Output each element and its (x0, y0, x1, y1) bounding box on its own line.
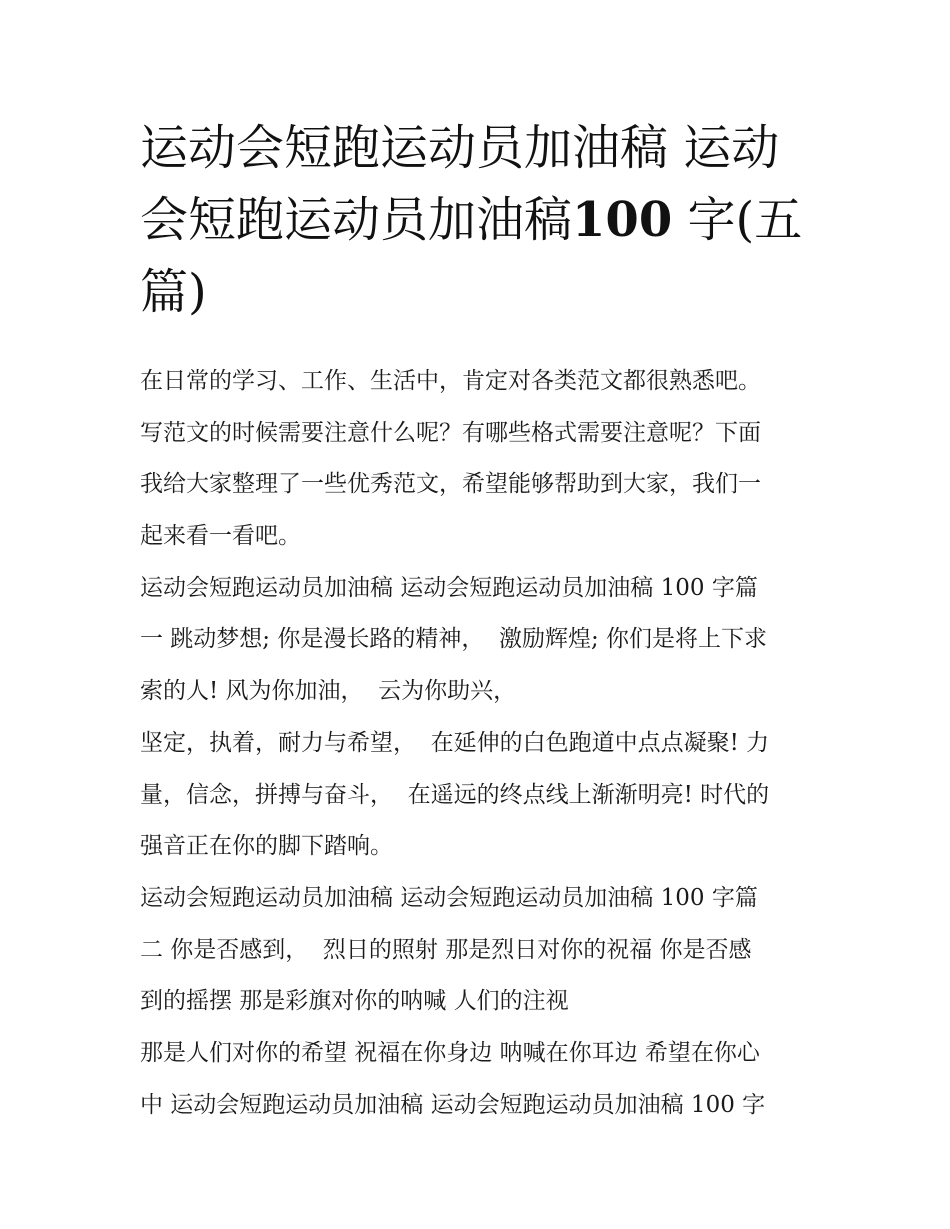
title-line-1: 运动会短跑运动员加油稿 运动 (140, 120, 780, 176)
body-line: 在日常的学习、工作、生活中，肯定对各类范文都很熟悉吧。 (140, 368, 761, 394)
body-line: 起来看一看吧。 (140, 523, 301, 550)
body-line: 我给大家整理了一些优秀范文，希望能够帮助到大家，我们一 (140, 471, 761, 498)
body-line: 运动会短跑运动员加油稿 运动会短跑运动员加油稿 100 字篇 (140, 884, 758, 911)
title-line-3: 篇) (140, 264, 207, 320)
body-line: 索的人! 风为你加油， 云为你助兴， (140, 678, 517, 705)
body-line: 到的摇摆 那是彩旗对你的呐喊 人们的注视 (140, 988, 569, 1015)
body-line: 坚定，执着，耐力与希望， 在延伸的白色跑道中点点凝聚! 力 (140, 729, 770, 756)
body-line: 量，信念，拼搏与奋斗， 在遥远的终点线上渐渐明亮! 时代的 (140, 781, 770, 808)
document-title (140, 112, 820, 328)
body-line: 写范文的时候需要注意什么呢？有哪些格式需要注意呢？下面 (140, 419, 761, 446)
document-body (140, 356, 820, 1131)
body-line: 一 跳动梦想; 你是漫长路的精神， 激励辉煌; 你们是将上下求 (140, 626, 768, 653)
title-line-2-text: 会短跑运动员加油稿 (140, 192, 573, 248)
body-line: 运动会短跑运动员加油稿 运动会短跑运动员加油稿 100 字篇 (140, 574, 758, 601)
title-line-2-suffix: 字(五 (672, 192, 803, 248)
title-line-2 (140, 184, 820, 256)
title-number: 100 (572, 192, 673, 248)
body-line: 二 你是否感到， 烈日的照射 那是烈日对你的祝福 你是否感 (140, 936, 752, 963)
body-line: 中 运动会短跑运动员加油稿 运动会短跑运动员加油稿 100 字 (140, 1091, 766, 1118)
body-line: 强音正在你的脚下踏响。 (140, 833, 393, 860)
body-line: 那是人们对你的希望 祝福在你身边 呐喊在你耳边 希望在你心 (140, 1039, 760, 1066)
